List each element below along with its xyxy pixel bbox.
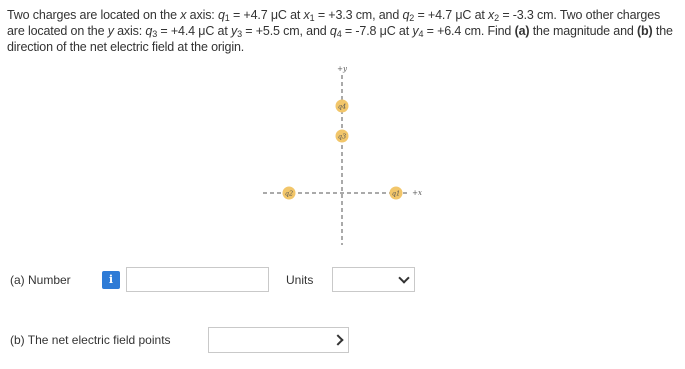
problem-text: (a) [514,24,530,38]
problem-text: x [303,8,310,22]
x-axis-label: +x [412,189,422,197]
problem-text: = -3.3 cm. Two other charges are located on the [7,8,661,38]
problem-statement [7,7,679,55]
problem-text: 4 [336,29,342,39]
problem-text: = +5.5 cm, and [241,24,330,38]
problem-text: x [488,8,495,22]
units-select[interactable] [332,267,415,292]
charge-diagram [255,60,425,250]
charge-q1-label: q1 [391,189,401,198]
problem-text: axis: [186,8,218,22]
problem-text: q [145,24,153,38]
units-label: Units [286,273,314,287]
problem-text: = +4.7 μC at [414,8,489,22]
problem-text: q [402,8,410,22]
problem-text: (b) [637,24,653,38]
problem-text: q [329,24,337,38]
problem-text: the direction of the net electric field at the origin. [7,24,673,54]
problem-text: axis: [113,24,146,38]
answer-row-a [0,266,685,296]
charge-q4-label: q4 [337,102,347,111]
problem-text: x [180,8,187,22]
problem-text: y [231,24,238,38]
problem-text: = +4.4 μC at [157,24,231,38]
chevron-down-icon [398,272,409,283]
problem-text: = +3.3 cm, and [314,8,403,22]
problem-text: 1 [224,13,230,23]
problem-text: 4 [418,29,424,39]
problem-text: = -7.8 μC at [341,24,413,38]
problem-text: 3 [152,29,158,39]
problem-text: = +6.4 cm. Find [423,24,515,38]
problem-text: 3 [237,29,242,39]
chevron-right-icon [332,334,343,345]
problem-text: 2 [409,13,415,23]
charge-q3-label: q3 [337,132,347,141]
y-axis-label: +y [337,65,347,73]
problem-text: Two charges are located on the [7,8,181,22]
problem-text: 1 [309,13,315,23]
info-icon[interactable] [102,271,120,289]
answer-row-b [0,326,685,356]
info-icon-glyph: i [108,273,114,286]
charge-q2-label: q2 [284,189,294,198]
charge-diagram-svg [255,60,425,250]
number-input[interactable] [126,267,269,292]
problem-text: y [107,24,114,38]
part-a-label: (a) Number [10,273,71,287]
problem-text: q [217,8,225,22]
problem-text: y [412,24,419,38]
problem-text: the magnitude and [529,24,638,38]
part-b-label: (b) The net electric field points [10,333,171,347]
problem-text: = +4.7 μC at [229,8,304,22]
direction-select[interactable] [208,327,349,353]
problem-text: 2 [494,13,499,23]
